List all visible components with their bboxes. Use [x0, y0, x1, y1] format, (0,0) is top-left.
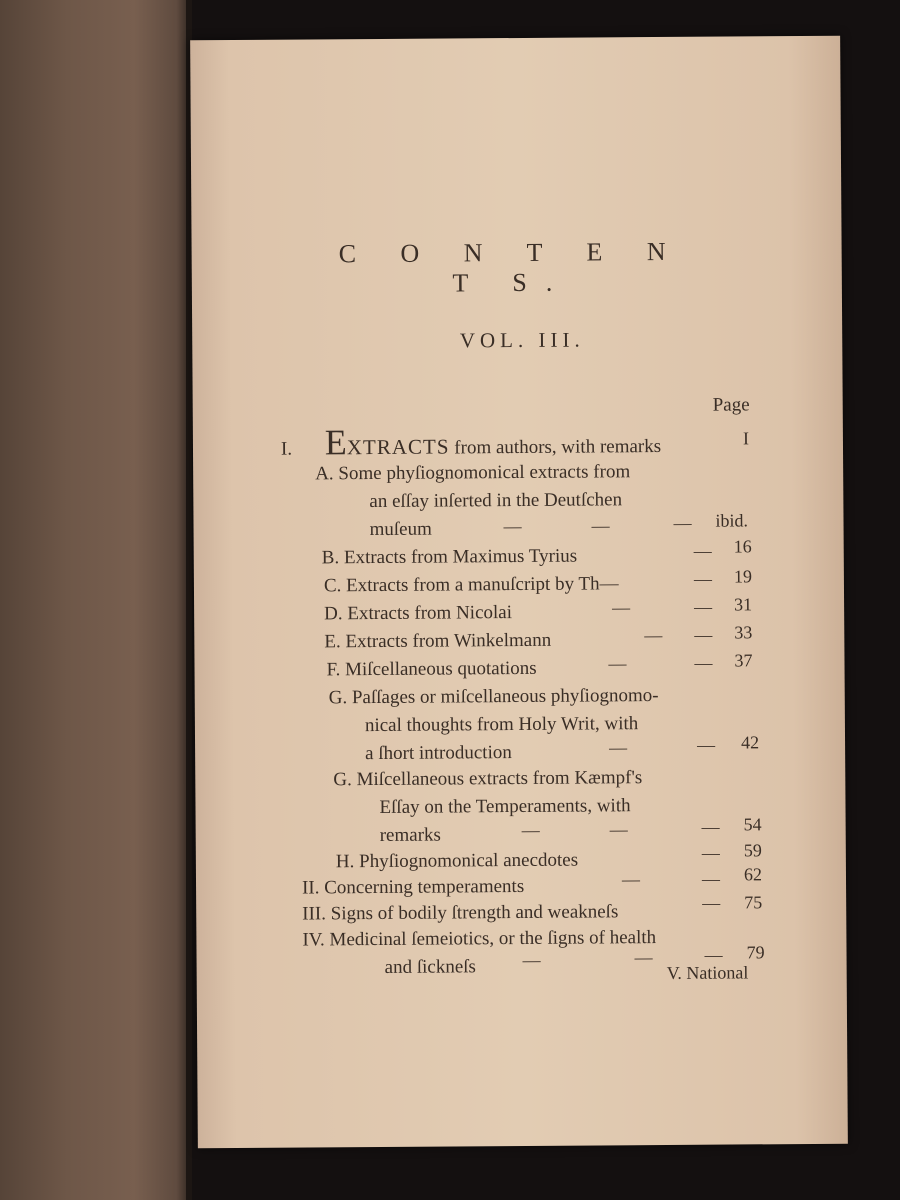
entry-G1-line3: a ſhort introduction	[365, 742, 512, 765]
entry-F: F. Miſcellaneous quotations	[326, 657, 537, 681]
leader-dash: —	[673, 512, 692, 533]
catchword: V. National	[666, 962, 749, 983]
leader-dash: —	[702, 892, 721, 913]
entry-G2-line3: remarks	[379, 824, 441, 846]
entry-B: B. Extracts from Maximus Tyrius	[321, 545, 578, 569]
leader-dash: —	[693, 540, 712, 561]
entry-I-initial: E	[324, 422, 347, 463]
entry-I	[281, 419, 661, 464]
entry-A-line2: an eſſay inſerted in the Deutſchen	[369, 489, 623, 513]
leader-dash: —	[644, 625, 663, 646]
entry-I-numeral: I.	[280, 438, 293, 460]
entry-B-page: 16	[733, 536, 752, 557]
entry-I-caps: XTRACTS	[346, 434, 450, 460]
leader-dash: —	[608, 653, 627, 674]
leader-dash: —	[609, 737, 628, 758]
entry-IV-page: 79	[746, 942, 765, 963]
entry-A-line1: A. Some phyſiognomonical extracts from	[315, 461, 631, 485]
leader-dash: —	[701, 842, 720, 863]
entry-II-page: 62	[743, 864, 763, 885]
book-cover-left	[0, 0, 192, 1200]
entry-E: E. Extracts from Winkelmann	[324, 629, 552, 653]
leader-dash: —	[701, 868, 721, 889]
leader-dash: —	[503, 515, 522, 537]
entry-E-page: 33	[734, 622, 753, 643]
page-title: C O N T E N T S.	[338, 236, 685, 298]
entry-III: III. Signs of bodily ſtrength and weakneſs	[302, 901, 619, 925]
volume-heading: VOL. III.	[459, 327, 585, 353]
entry-G1-line2: nical thoughts from Holy Writ, with	[364, 713, 639, 737]
entry-H: H. Phyſiognomonical anecdotes	[335, 849, 579, 873]
entry-G2-line1: G. Miſcellaneous extracts from Kæmpf's	[333, 767, 643, 791]
leader-dash: —	[591, 515, 610, 536]
entry-D: D. Extracts from Nicolai	[324, 602, 513, 625]
leader-dash: —	[609, 819, 628, 840]
entry-I-text: from authors, with remarks	[449, 436, 662, 459]
entry-III-page: 75	[744, 892, 763, 913]
leader-dash: —	[697, 734, 716, 755]
entry-G2-page: 54	[743, 814, 762, 835]
leader-dash: —	[634, 947, 653, 968]
entry-IV-line1: IV. Medicinal ſemeiotics, or the ſigns of health	[302, 927, 657, 951]
leader-dash: —	[694, 596, 713, 617]
entry-IV-line2: and ſickneſs	[384, 956, 476, 978]
entry-H-page: 59	[743, 840, 762, 861]
leader-dash: —	[521, 819, 540, 840]
page-column-heading: Page	[712, 394, 750, 416]
entry-D-page: 31	[734, 594, 753, 615]
entry-C-page: 19	[733, 566, 752, 587]
leader-dash: —	[704, 944, 723, 965]
leader-dash: —	[612, 597, 631, 618]
leader-dash: —	[693, 568, 712, 589]
entry-C: C. Extracts from a manuſcript by Th—	[323, 573, 619, 597]
entry-II: II. Concerning temperaments	[301, 875, 525, 899]
entry-A-line3: muſeum	[369, 518, 432, 541]
entry-I-page: I	[742, 428, 750, 449]
leader-dash: —	[694, 624, 713, 645]
leader-dash: —	[522, 949, 541, 970]
entry-G2-line2: Eſſay on the Temperaments, with	[379, 795, 631, 818]
leader-dash: —	[694, 652, 713, 673]
entry-G1-line1: G. Paſſages or miſcellaneous phyſiognomo-	[328, 685, 659, 709]
entry-F-page: 37	[734, 650, 753, 671]
leader-dash: —	[701, 816, 720, 837]
entry-A-page: ibid.	[715, 510, 749, 531]
leader-dash: —	[621, 869, 641, 890]
contents-page	[190, 36, 848, 1149]
entry-G1-page: 42	[740, 732, 760, 753]
